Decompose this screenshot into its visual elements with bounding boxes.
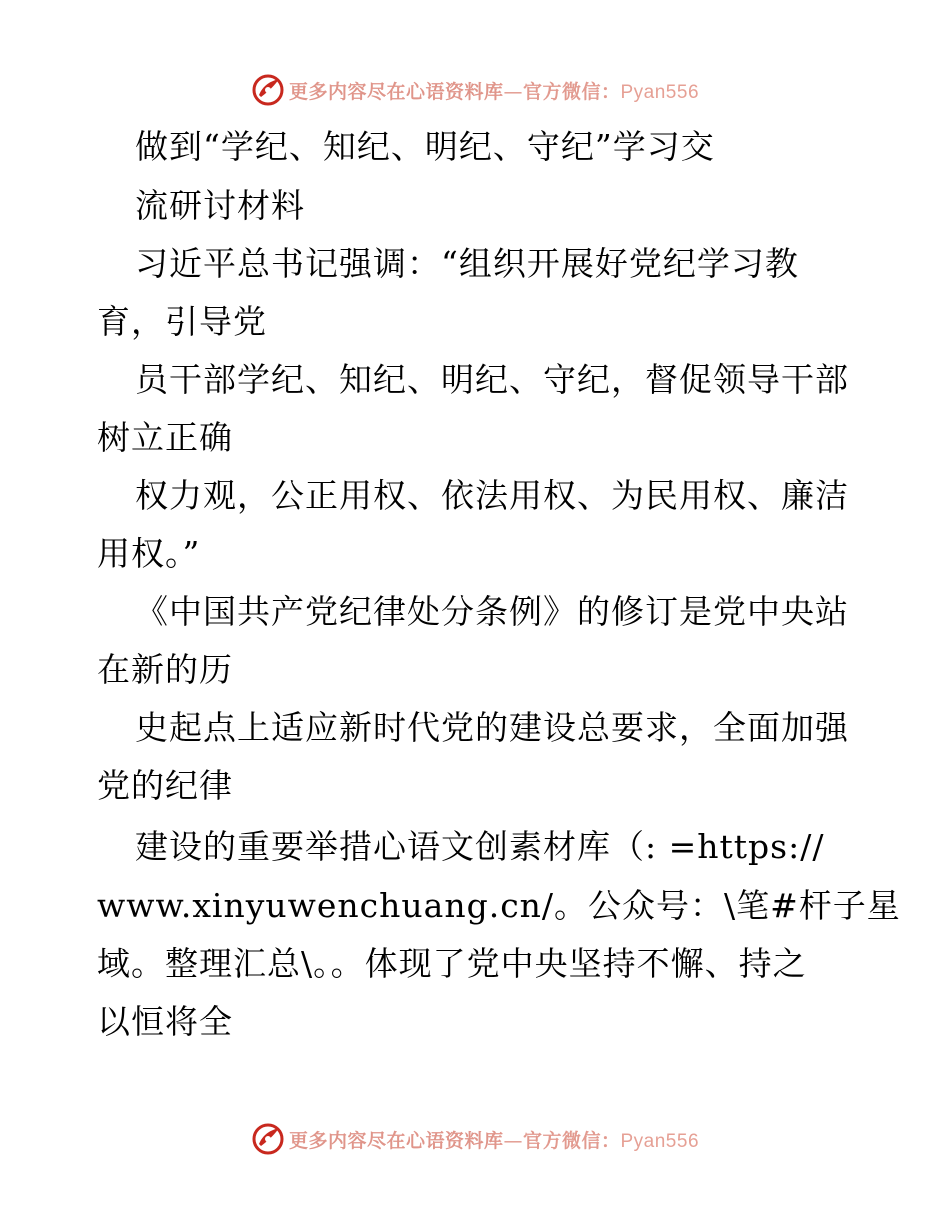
brand-logo-icon — [251, 73, 285, 107]
footer-wechat-label: 官方微信： — [522, 1129, 621, 1152]
doc-line: 育，引导党 — [97, 302, 267, 341]
brand-logo-icon — [251, 1122, 285, 1156]
doc-line: 员干部学纪、知纪、明纪、守纪，督促领导干部 — [135, 360, 849, 399]
doc-line: 《中国共产党纪律处分条例》的修订是党中央站 — [135, 592, 849, 631]
doc-line: 在新的历 — [97, 650, 233, 689]
doc-line: 以恒将全 — [97, 1002, 233, 1041]
doc-line: www.xinyuwenchuang.cn/。公众号：\笔#杆子星 — [97, 886, 901, 925]
doc-line: 权力观，公正用权、依法用权、为民用权、廉洁 — [135, 476, 849, 515]
doc-line: 党的纪律 — [97, 766, 233, 805]
header-site-name: 更多内容尽在心语资料库 — [288, 80, 504, 103]
header-separator: — — [503, 80, 523, 103]
footer-site-name: 更多内容尽在心语资料库 — [288, 1129, 504, 1152]
header-watermark-banner — [0, 70, 950, 110]
footer-wechat-id: Pyan556 — [620, 1130, 700, 1152]
footer-separator: — — [503, 1129, 523, 1152]
header-watermark-text — [289, 77, 699, 104]
doc-line: 习近平总书记强调：“组织开展好党纪学习教 — [135, 244, 799, 283]
doc-line: 用权。” — [97, 534, 201, 573]
header-wechat-id: Pyan556 — [620, 81, 700, 103]
footer-watermark-text — [289, 1126, 699, 1153]
doc-line: 史起点上适应新时代党的建设总要求，全面加强 — [135, 708, 849, 747]
footer-watermark-banner — [0, 1119, 950, 1159]
doc-line: 流研讨材料 — [135, 186, 305, 225]
doc-line: 域。整理汇总\。。体现了党中央坚持不懈、持之 — [97, 944, 807, 983]
doc-line: 树立正确 — [97, 418, 233, 457]
header-wechat-label: 官方微信： — [522, 80, 621, 103]
doc-line: 建设的重要举措心语文创素材库（: =https:// — [135, 827, 825, 866]
doc-line: 做到“学纪、知纪、明纪、守纪”学习交 — [135, 127, 715, 166]
